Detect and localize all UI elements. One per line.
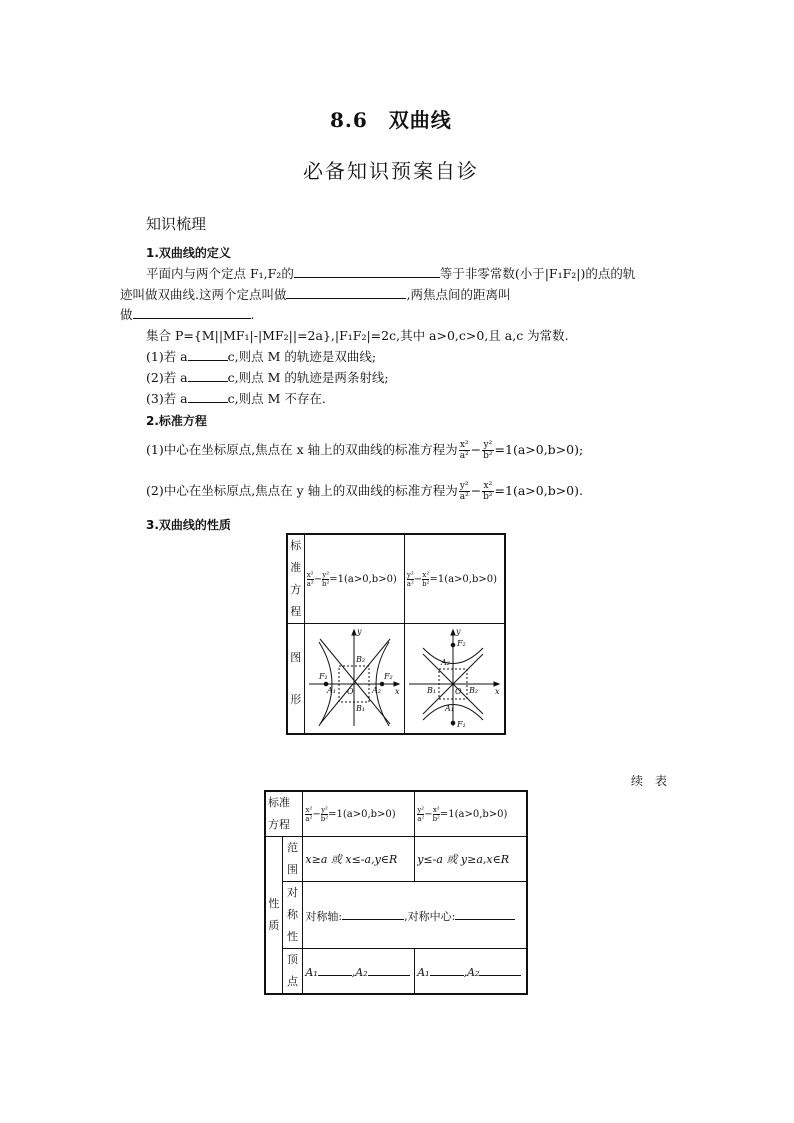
text: A₁ — [417, 966, 430, 979]
label-f2: F₂ — [456, 639, 466, 648]
text: . — [250, 307, 255, 322]
label-b2: B₂ — [355, 655, 365, 664]
text: 迹叫做双曲线.这两个定点叫做 — [120, 287, 287, 302]
fill-blank — [188, 369, 228, 382]
text: (1)若 a — [146, 349, 188, 364]
fill-blank — [318, 963, 352, 976]
char: 形 — [290, 692, 302, 706]
vertex-y-cell: A₁ ,A₂ — [415, 949, 527, 995]
case-1 — [146, 346, 376, 367]
denominator: b² — [483, 492, 493, 502]
denominator: a² — [459, 492, 469, 502]
label-f2: F₂ — [383, 672, 393, 681]
fill-blank — [133, 306, 251, 319]
hyperbola-x-axis-graph — [305, 624, 403, 730]
char: 对 — [287, 886, 299, 899]
text: =1(a>0,b>0) — [429, 573, 498, 585]
fill-blank — [188, 390, 228, 403]
text: ,对称中心: — [404, 909, 456, 923]
text: 等于非零常数(小于|F₁F₂|)的点的轨 — [439, 266, 636, 281]
fill-blank — [430, 963, 464, 976]
label-a2: A₂ — [371, 686, 381, 695]
char: 程 — [290, 605, 302, 618]
fraction — [459, 481, 470, 502]
numerator: y² — [417, 805, 425, 814]
fill-blank — [188, 348, 228, 361]
fill-blank — [455, 907, 515, 920]
fill-blank — [286, 286, 406, 299]
equation-y-axis — [146, 471, 583, 511]
definition-line-2 — [120, 284, 510, 305]
minus-sign: − — [470, 442, 482, 457]
numerator: x² — [459, 440, 469, 450]
text: (3)若 a — [146, 391, 188, 406]
row-label-equation: 标准方程 — [265, 791, 303, 837]
char: 准 — [290, 561, 302, 574]
label-f1: F₁ — [318, 672, 328, 681]
fill-blank — [479, 963, 521, 976]
text: =1(a>0,b>0) — [328, 808, 396, 820]
text: 平面内与两个定点 F₁,F₂的 — [146, 266, 294, 281]
row-label-equation — [287, 534, 304, 624]
label-b2: B₂ — [468, 686, 478, 695]
row-label-symmetry — [282, 882, 303, 949]
numerator: y² — [321, 805, 328, 814]
denominator: b² — [432, 814, 440, 823]
graph-x-axis-cell — [304, 624, 404, 735]
fill-blank — [342, 907, 404, 920]
hyperbola-y-axis-graph — [405, 624, 503, 730]
text: =1(a>0,b>0). — [494, 483, 583, 498]
text: A₁ — [305, 966, 318, 979]
symmetry-cell — [303, 882, 527, 949]
row-label-vertex — [282, 949, 303, 995]
x-axis-arrow — [494, 682, 499, 686]
char: 称 — [287, 908, 299, 921]
text: c,则点 M 的轨迹是两条射线; — [227, 370, 389, 385]
text: (1)中心在坐标原点,焦点在 x 轴上的双曲线的标准方程为 — [146, 442, 458, 457]
text: =1(a>0,b>0); — [494, 442, 584, 457]
equation-x-cell — [303, 791, 415, 837]
text: c,则点 M 的轨迹是双曲线; — [227, 349, 377, 364]
fraction — [307, 571, 314, 588]
text: 对称轴: — [305, 909, 343, 923]
text: ,两焦点间的距离叫 — [406, 287, 511, 302]
definition-line-3 — [120, 304, 255, 325]
denominator: a² — [417, 814, 425, 823]
label-a2: A₂ — [440, 658, 450, 667]
denominator: b² — [422, 579, 430, 588]
minus-sign: − — [313, 573, 322, 585]
label-origin: O — [346, 687, 354, 696]
char: 图 — [290, 650, 302, 664]
label-x: x — [494, 687, 500, 696]
denominator: a² — [459, 451, 469, 461]
range-x-cell: x≥a 或 x≤-a,y∈R — [303, 837, 415, 882]
continued-label: 续 表 — [631, 774, 668, 788]
fill-blank — [368, 963, 410, 976]
denominator: b² — [483, 451, 493, 461]
fraction — [459, 440, 470, 461]
char: 性 — [268, 897, 280, 910]
denominator: a² — [406, 579, 414, 588]
char: 范 — [287, 841, 299, 854]
case-3 — [146, 388, 326, 409]
fill-blank — [294, 265, 440, 278]
numerator: x² — [483, 481, 493, 491]
char: 方 — [290, 583, 302, 596]
definition-heading: 1.双曲线的定义 — [146, 246, 231, 260]
properties-table-continued — [264, 790, 528, 995]
group-label-properties — [265, 837, 282, 995]
fraction — [482, 481, 493, 502]
properties-table-graphs — [286, 533, 506, 735]
char: 质 — [268, 919, 280, 932]
properties-heading: 3.双曲线的性质 — [146, 518, 231, 532]
row-label-graph — [287, 624, 304, 735]
char: 标 — [290, 539, 302, 552]
label-a1: A₁ — [444, 704, 454, 713]
fraction — [482, 440, 493, 461]
case-2 — [146, 367, 389, 388]
label-y: y — [455, 627, 461, 636]
page-title: 8.6 双曲线 — [330, 108, 452, 132]
label-b1: B₁ — [355, 704, 365, 713]
text: (2)若 a — [146, 370, 188, 385]
minus-sign: − — [470, 483, 482, 498]
standard-equation-heading: 2.标准方程 — [146, 414, 207, 428]
set-definition: 集合 P={M||MF₁|-|MF₂||=2a},|F₁F₂|=2c,其中 a>0,c>0,且 a,c 为常数. — [146, 328, 569, 343]
numerator: y² — [459, 481, 469, 491]
label-b1: B₁ — [426, 686, 436, 695]
spacer — [290, 669, 302, 689]
text: A₂ — [467, 966, 480, 979]
label-origin: O — [454, 687, 462, 696]
denominator: a² — [305, 814, 313, 823]
numerator: x² — [305, 805, 313, 814]
text: =1(a>0,b>0) — [439, 808, 508, 820]
label-x: x — [394, 687, 400, 696]
numerator: x² — [432, 805, 440, 814]
denominator: b² — [321, 579, 330, 588]
text: =1(a>0,b>0) — [329, 573, 397, 585]
fraction — [321, 806, 328, 823]
definition-line-1 — [146, 263, 635, 284]
fraction — [407, 571, 414, 588]
denominator: b² — [320, 814, 329, 823]
numerator: x² — [422, 570, 430, 579]
char: 性 — [287, 930, 299, 943]
numerator: y² — [322, 570, 329, 579]
char: 顶 — [287, 953, 299, 966]
numerator: x² — [306, 570, 314, 579]
numerator: y² — [483, 440, 493, 450]
page-subtitle: 必备知识预案自诊 — [303, 159, 479, 183]
focus-f2-dot — [451, 643, 455, 647]
equation-y-cell — [404, 534, 505, 624]
numerator: y² — [406, 570, 414, 579]
char: 围 — [287, 863, 299, 876]
equation-x-axis — [146, 430, 583, 470]
text: 做 — [120, 307, 133, 322]
label-a1: A₁ — [326, 686, 336, 695]
y-axis-arrow — [451, 630, 455, 635]
focus-f1-dot — [451, 721, 455, 725]
x-axis-arrow — [394, 682, 399, 686]
section-heading: 知识梳理 — [146, 215, 207, 233]
vertex-x-cell: A₁ ,A₂ — [303, 949, 415, 995]
minus-sign: − — [312, 808, 321, 820]
y-axis-arrow — [352, 630, 356, 635]
label-f1: F₁ — [456, 720, 466, 729]
minus-sign: − — [424, 808, 433, 820]
text: A₂ — [355, 966, 368, 979]
char: 点 — [287, 975, 299, 988]
graph-y-axis-cell — [404, 624, 505, 735]
denominator: a² — [306, 579, 314, 588]
row-label-range — [282, 837, 303, 882]
equation-x-cell — [304, 534, 404, 624]
fraction — [433, 806, 440, 823]
equation-y-cell — [415, 791, 527, 837]
label-y: y — [356, 627, 362, 636]
range-y-cell: y≤-a 或 y≥a,x∈R — [415, 837, 527, 882]
minus-sign: − — [413, 573, 423, 585]
text: c,则点 M 不存在. — [227, 391, 326, 406]
text: (2)中心在坐标原点,焦点在 y 轴上的双曲线的标准方程为 — [146, 483, 458, 498]
